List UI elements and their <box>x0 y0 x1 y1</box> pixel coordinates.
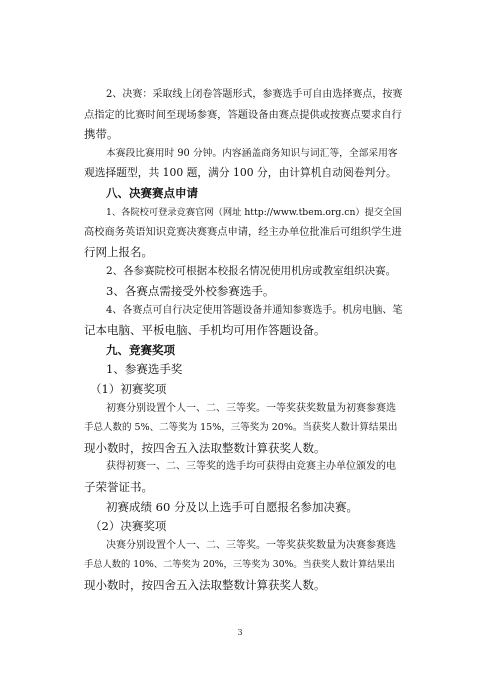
paragraph-line: 获得初赛一、二、三等奖的选手均可获得由竞赛主办单位颁发的电 <box>106 461 396 473</box>
paragraph-line: 手总人数的 10%、二等奖为 20%，三等奖为 30%。当获奖人数计算结果出 <box>84 559 395 571</box>
subsection-heading: （2）决赛奖项 <box>90 519 167 534</box>
paragraph-line: 2、各参赛院校可根据本校报名情况使用机房或教室组织决赛。 <box>106 265 397 278</box>
paragraph-line: 点指定的比赛时间至现场参赛，答题设备由赛点提供或按赛点要求自行 <box>84 108 402 121</box>
paragraph-line: 4、各赛点可自行决定使用答题设备并通知参赛选手。机房电脑、笔 <box>106 304 403 316</box>
paragraph-line: 子荣誉证书。 <box>84 480 153 494</box>
paragraph-line: 1、各院校可登录竞赛官网（网址 http://www.tbem.org.cn）提交全国 <box>106 206 402 218</box>
paragraph-line: 初赛分别设置个人一、二、三等奖。一等奖获奖数量为初赛参赛选 <box>106 402 396 414</box>
paragraph-line: 记本电脑、平板电脑、手机均可用作答题设备。 <box>84 323 326 338</box>
paragraph-line: 决赛分别设置个人一、二、三等奖。一等奖获奖数量为决赛参赛选 <box>106 539 396 551</box>
paragraph-line: 2、决赛：采取线上闭卷答题形式，参赛选手可自由选择赛点，按赛 <box>106 89 403 100</box>
section-heading: 八、决赛赛点申请 <box>106 186 198 200</box>
paragraph-line: 高校商务英语知识竞赛决赛赛点申请，经主办单位批准后可组织学生进 <box>84 226 402 239</box>
paragraph-line: 行网上报名。 <box>84 244 153 259</box>
paragraph-line: 现小数时，按四舍五入法取整数计算获奖人数。 <box>84 578 326 592</box>
paragraph-line: 初赛成绩 60 分及以上选手可自愿报名参加决赛。 <box>106 499 358 514</box>
section-heading: 九、竞赛奖项 <box>106 342 175 357</box>
subsection-heading: 1、参赛选手奖 <box>106 362 183 377</box>
page-number: 3 <box>237 628 243 637</box>
paragraph-line: 手总人数的 5%、二等奖为 15%，三等奖为 20%。当获奖人数计算结果出 <box>84 422 398 434</box>
paragraph-line: 携带。 <box>84 127 119 142</box>
paragraph-line: 观选择题型，共 100 题，满分 100 分，由计算机自动阅卷判分。 <box>84 166 397 180</box>
paragraph-line: 本赛段比赛用时 90 分钟。内容涵盖商务知识与词汇等，全部采用客 <box>106 147 398 159</box>
paragraph-line: 3、各赛点需接受外校参赛选手。 <box>106 284 275 298</box>
subsection-heading: （1）初赛奖项 <box>90 382 167 396</box>
paragraph-line: 现小数时，按四舍五入法取整数计算获奖人数。 <box>84 440 326 455</box>
